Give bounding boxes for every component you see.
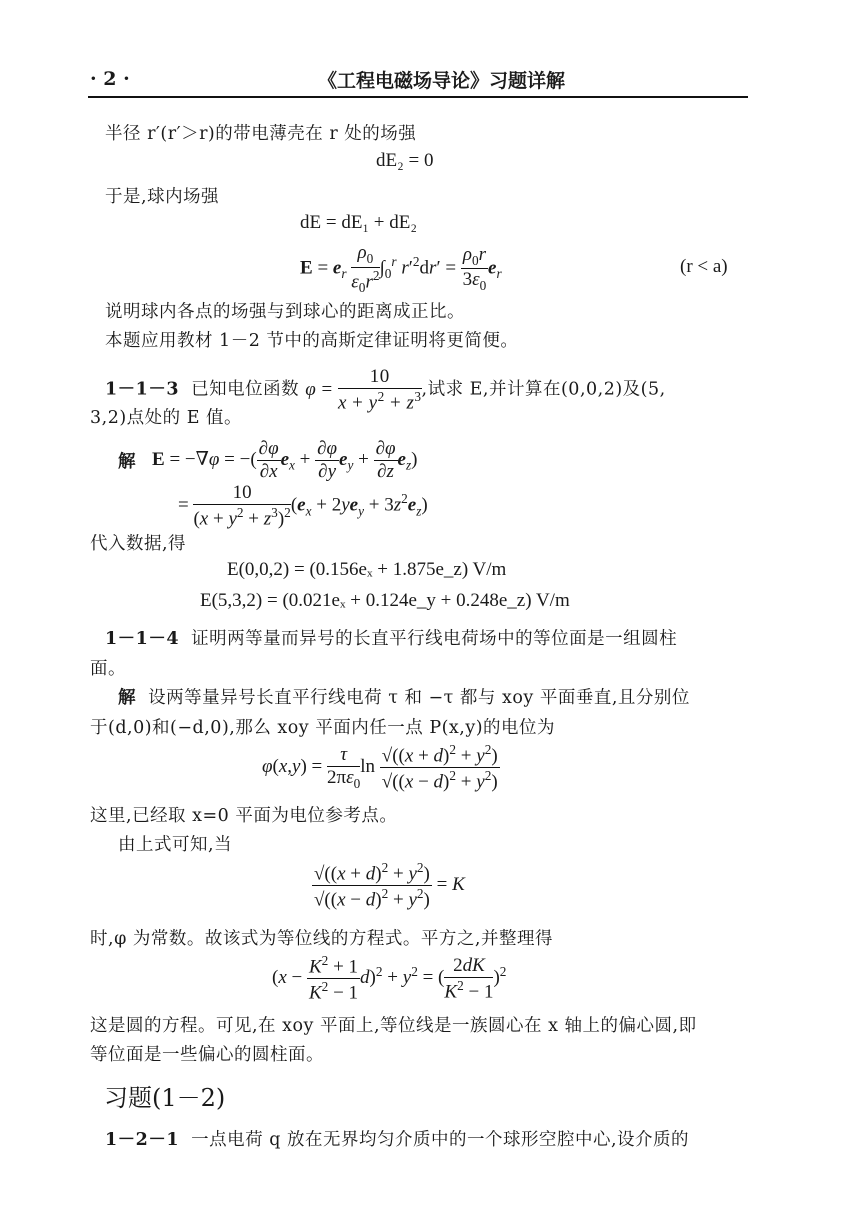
solution-para (118, 684, 690, 709)
text-line: 说明球内各点的场强与到球心的距离成正比。 (105, 302, 465, 322)
text-line: 这是圆的方程。可见,在 xoy 平面上,等位线是一族圆心在 x 轴上的偏心圆,即 (90, 1016, 697, 1036)
equation-dE2: dE₂ = 0 (376, 150, 434, 171)
text-line: 代入数据,得 (90, 534, 187, 554)
problem-text: 已知电位函数 (191, 379, 300, 400)
equation-gradient: E = −∇φ = −( $\frac{\partial\varphi}{\partial x}$ $e_x$ + $\frac{\partial\varphi}{\partial y}$ $e_y$ + $\frac{\partial\varphi}{\partial z}$ $e_z$) (152, 438, 418, 482)
header-rule (88, 96, 748, 98)
problem-1-1-4 (105, 625, 677, 650)
text-line: 等位面是一些偏心的圆柱面。 (90, 1045, 324, 1065)
problem-text: 证明两等量而异号的长直平行线电荷场中的等位面是一组圆柱 (191, 629, 678, 649)
problem-id: 1－1－4 (105, 629, 180, 649)
equation-potential-ln: φ(x,y) = $\frac{\tau}{2\pi\varepsilon_0}$ ln $\frac{√((x + d)^2 + y^2)}{√((x - d)^2 + y^2)}$ (262, 742, 498, 793)
solution-label: 解 (118, 688, 136, 708)
text-line: 设两等量异号长直平行线电荷 τ 和 −τ 都与 xoy 平面垂直,且分别位 (148, 688, 690, 708)
text-line: 半径 r′(r′＞r)的带电薄壳在 r 处的场强 (105, 124, 417, 144)
condition-r-lt-a: (r < a) (680, 256, 728, 277)
text-line: 于(d,0)和(−d,0),那么 xoy 平面内任一点 P(x,y)的电位为 (90, 718, 556, 738)
text-line: 于是,球内场强 (105, 187, 220, 207)
equation-E002: E(0,0,2) = (0.156eₓ + 1.875e_z) V/m (227, 559, 507, 580)
potential-function: φ = $\frac{10}{x + y^2 + z^3}$ (305, 366, 422, 414)
text-line: 本题应用教材 1－2 节中的高斯定律证明将更简便。 (105, 331, 519, 351)
page-number: · 2 · (90, 68, 130, 90)
equation-gradient-result: = $\frac{10}{(x + y^2 + z^3)^2}$ $(e_x + 2ye_y + 3z^2e_z)$ (178, 482, 428, 530)
equation-E-integral: $E = e_r$ $\frac{\rho_0}{\varepsilon_0r^2}$ $\int_0^r$ $r'^2dr'$ = $\frac{\rho_0r}{3\varepsilon_0}$ $e_r$ (300, 242, 502, 295)
problem-id: 1－2－1 (105, 1130, 180, 1150)
text-line: 面。 (90, 659, 126, 679)
equation-circle: (x − $\frac{K^2 + 1}{K^2 - 1}$ $d)^2 + y^2$ = ( $\frac{2dK}{K^2 - 1}$ )$^2$ (272, 953, 507, 1004)
text-line: 这里,已经取 x=0 平面为电位参考点。 (90, 806, 398, 826)
equation-ratio-K: $\frac{√((x + d)^2 + y^2)}{√((x - d)^2 + y^2)}$ = K (314, 860, 465, 911)
equation-E532: E(5,3,2) = (0.021eₓ + 0.124e_y + 0.248e_z) V/m (200, 590, 570, 611)
text-line: 3,2)点处的 E 值。 (90, 408, 243, 428)
book-title: 《工程电磁场导论》习题详解 (318, 70, 566, 92)
text-line: 时,φ 为常数。故该式为等位线的方程式。平方之,并整理得 (90, 929, 553, 949)
text-line: 由上式可知,当 (118, 835, 233, 855)
problem-text: ,试求 E,并计算在(0,0,2)及(5, (421, 379, 666, 400)
equation-dE: dE = dE₁ + dE₂ (300, 212, 417, 233)
problem-text: 一点电荷 q 放在无界均匀介质中的一个球形空腔中心,设介质的 (191, 1130, 690, 1150)
solution-label: 解 (118, 452, 136, 472)
problem-id: 1－1－3 (105, 379, 180, 400)
section-heading: 习题(1－2) (104, 1084, 226, 1112)
problem-1-2-1 (105, 1126, 689, 1151)
